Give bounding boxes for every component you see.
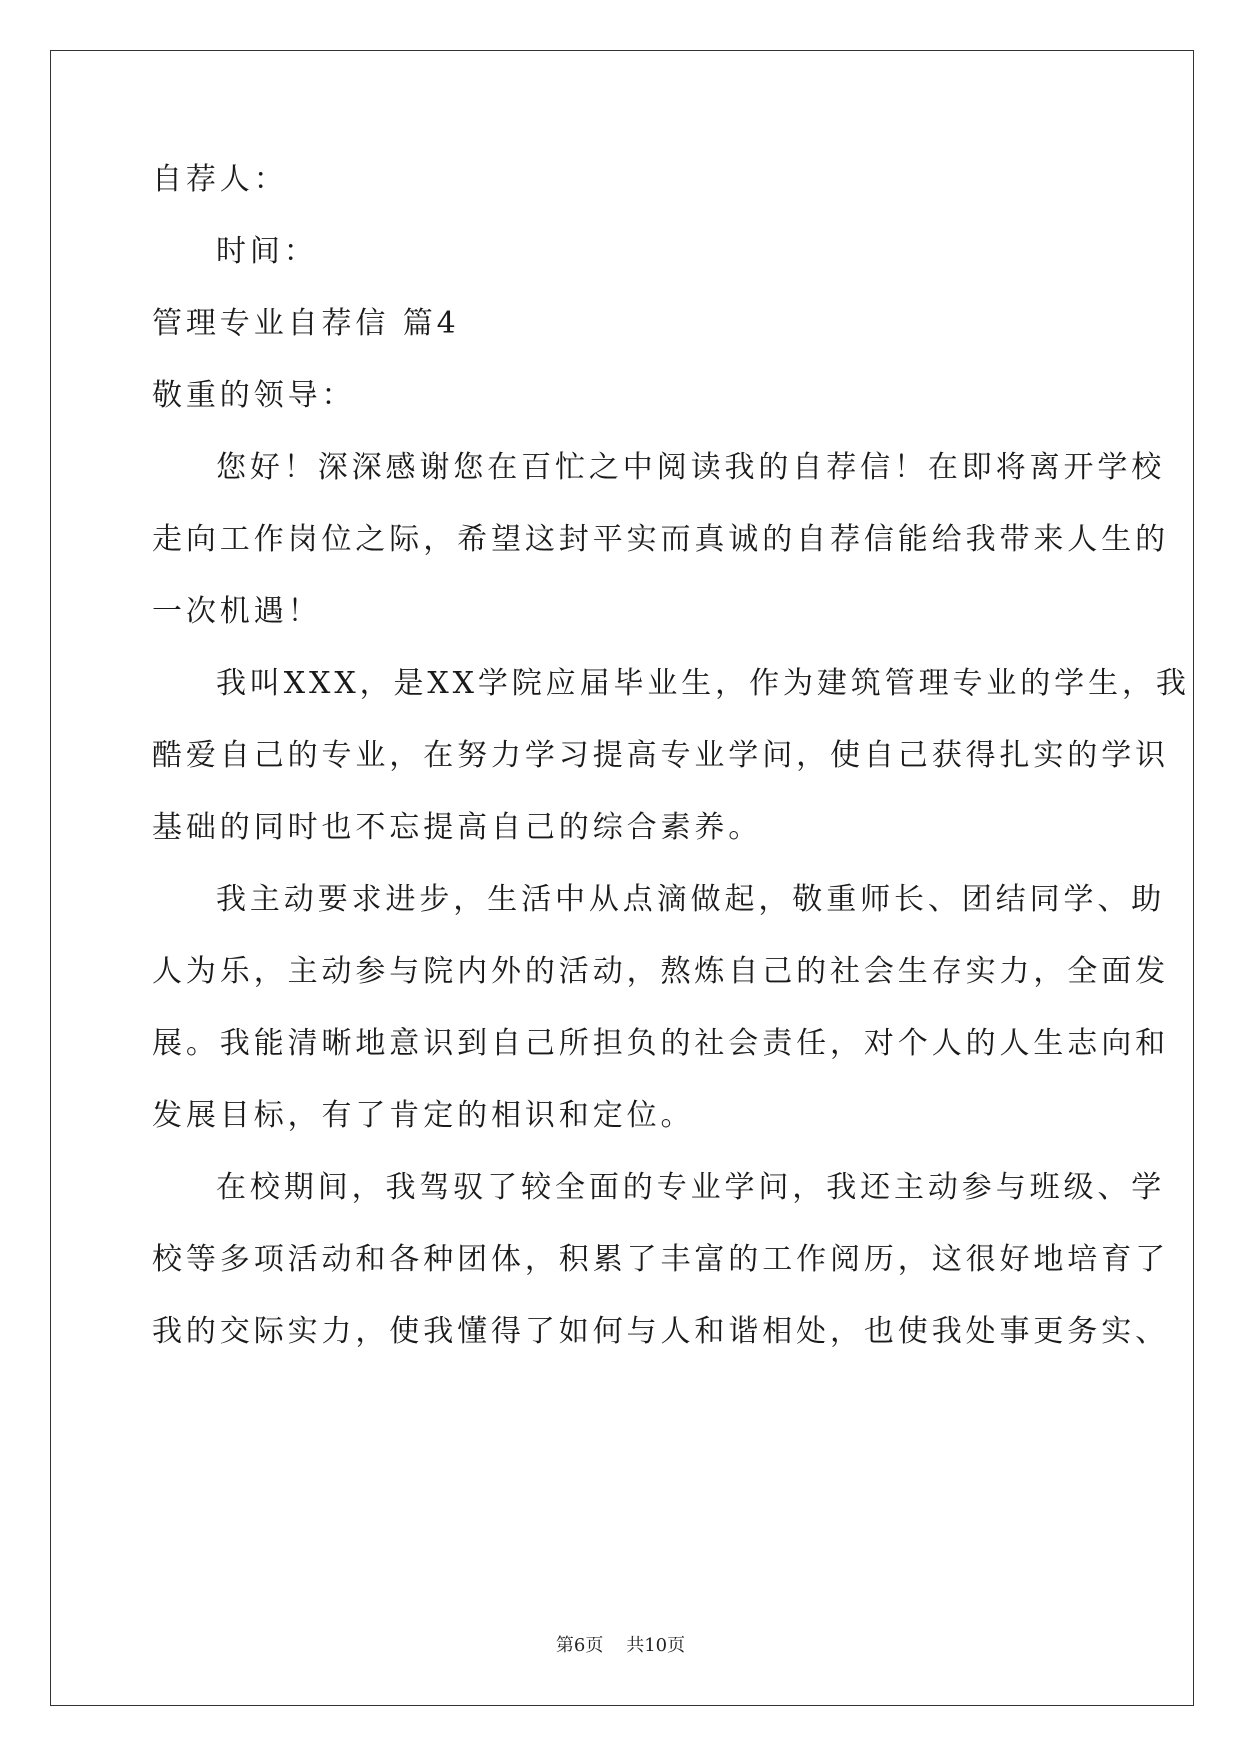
paragraph-line: 酷爱自己的专业，在努力学习提高专业学问，使自己获得扎实的学识 (152, 738, 1169, 773)
date-label: 时间： (216, 234, 318, 269)
salutation: 敬重的领导： (152, 378, 356, 413)
paragraph-line: 我叫XXX，是XX学院应届毕业生，作为建筑管理专业的学生，我 (216, 666, 1190, 701)
page-footer (0, 1634, 1241, 1658)
signature-label: 自荐人： (152, 162, 288, 197)
paragraph-line: 走向工作岗位之际，希望这封平实而真诚的自荐信能给我带来人生的 (152, 522, 1169, 557)
paragraph-line: 展。我能清晰地意识到自己所担负的社会责任，对个人的人生志向和 (152, 1026, 1169, 1061)
paragraph-line: 基础的同时也不忘提高自己的综合素养。 (152, 810, 763, 845)
paragraph-line: 人为乐，主动参与院内外的活动，熬炼自己的社会生存实力，全面发 (152, 954, 1169, 989)
page-total: 共10页 (626, 1635, 686, 1656)
paragraph-line: 校等多项活动和各种团体，积累了丰富的工作阅历，这很好地培育了 (152, 1242, 1169, 1277)
page-number: 第6页 (555, 1635, 604, 1656)
paragraph-line: 您好！深深感谢您在百忙之中阅读我的自荐信！在即将离开学校 (216, 450, 1166, 485)
paragraph-line: 发展目标，有了肯定的相识和定位。 (152, 1098, 695, 1133)
paragraph-line: 一次机遇！ (152, 594, 322, 629)
paragraph-line: 在校期间，我驾驭了较全面的专业学问，我还主动参与班级、学 (216, 1170, 1166, 1205)
page-border (50, 50, 1194, 1706)
paragraph-line: 我主动要求进步，生活中从点滴做起，敬重师长、团结同学、助 (216, 882, 1166, 917)
paragraph-line: 我的交际实力，使我懂得了如何与人和谐相处，也使我处事更务实、 (152, 1314, 1169, 1349)
section-heading: 管理专业自荐信 篇4 (152, 306, 460, 341)
